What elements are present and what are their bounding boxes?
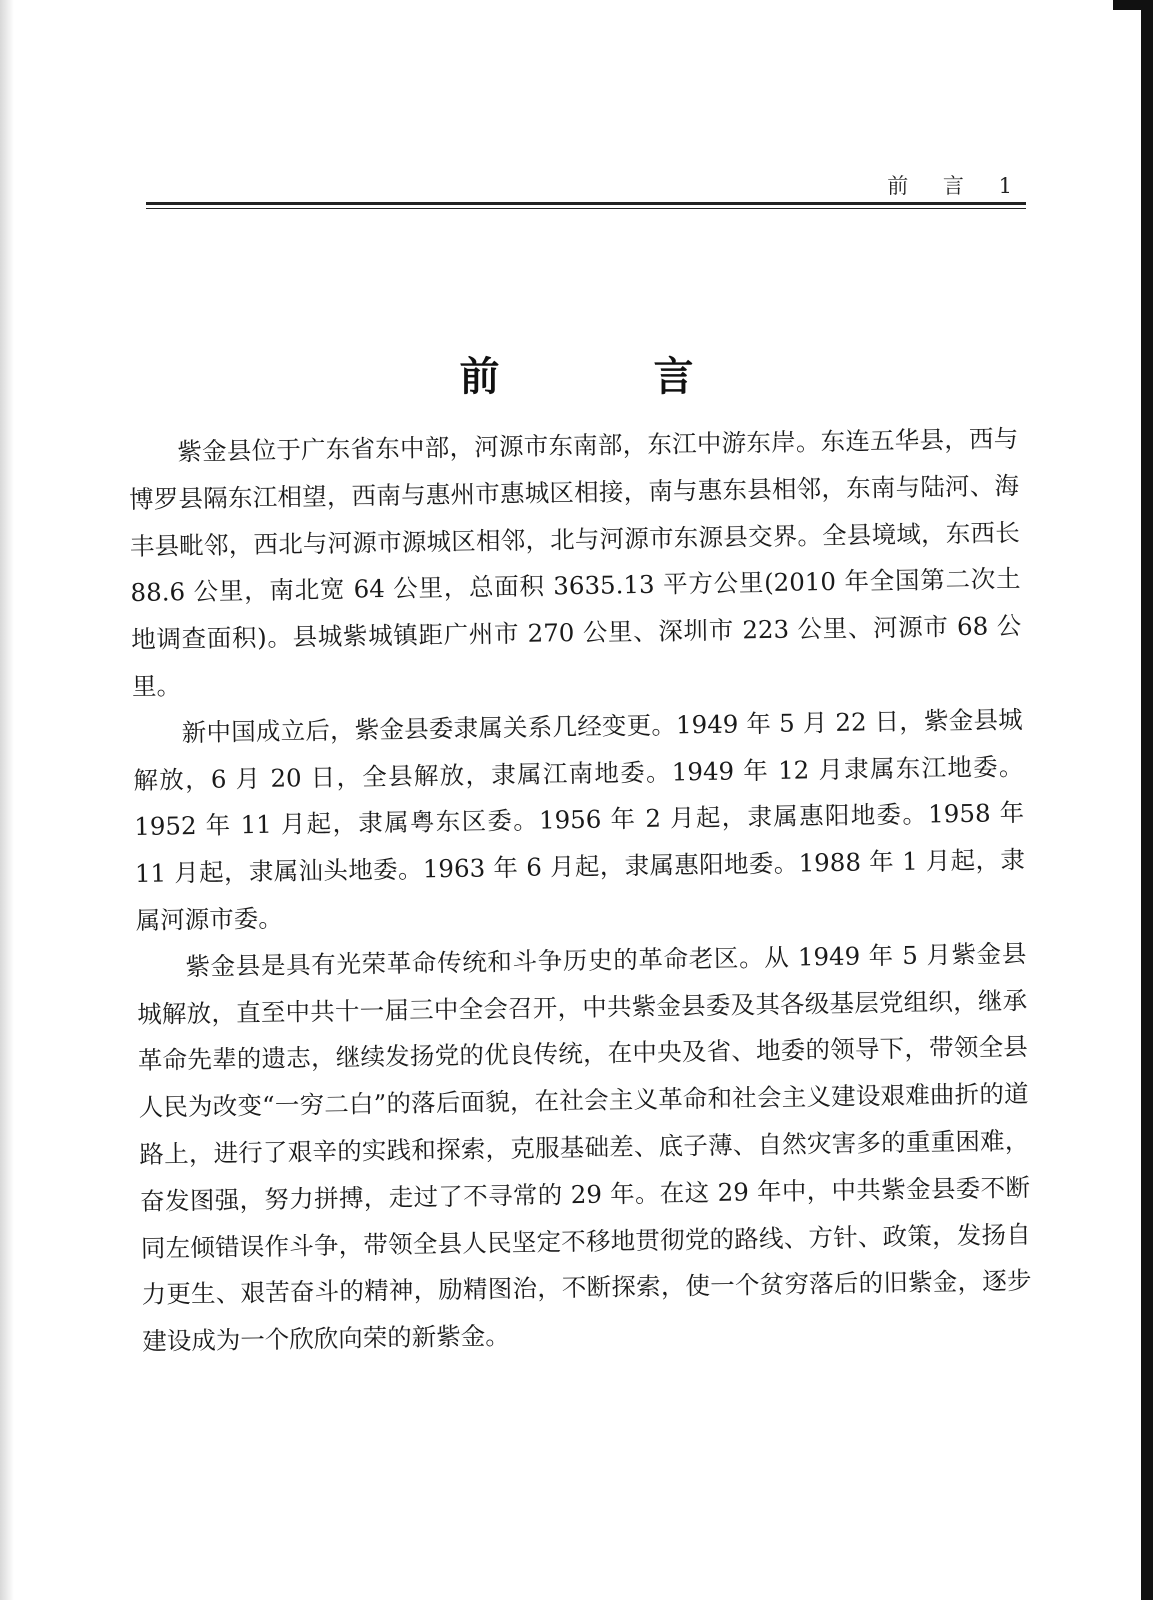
paragraph-affiliation: 新中国成立后，紫金县委隶属关系几经变更。1949 年 5 月 22 日，紫金县城解放，6 月 20 日，全县解放，隶属江南地委。1949 年 12 月隶属东江地委。1952 年 11 月起，隶属粤东区委。1956 年 2 月起，隶属惠阳地委。1958 年 11 月起，隶属汕头地委。1963 年 6 月起，隶属惠阳地委。1988 年 1 月起，隶属河源市委。 xyxy=(133,704,1026,935)
scan-edge-left xyxy=(0,0,14,1600)
page-title: 前 言 xyxy=(459,352,764,400)
paragraph-location: 紫金县位于广东省东中部，河源市东南部，东江中游东岸。东连五华县，西与博罗县隔东江相望，西南与惠州市惠城区相接，南与惠东县相邻，东南与陆河、海丰县毗邻，西北与河源市源城区相邻，北与河源市东源县交界。全县境域，东西长 88.6 公里，南北宽 64 公里，总面积 3635.13 平方公里(2010 年全国第二次土地调查面积)。县城紫城镇距广州市 270 公里、深圳市 223 公里、河源市 68 公里。 xyxy=(128,424,1022,701)
scan-corner-mark xyxy=(1113,0,1153,10)
running-head-title: 前 言 xyxy=(887,174,978,198)
running-head-label xyxy=(887,170,1026,200)
page-number: 1 xyxy=(998,174,1026,198)
header-rule-thick xyxy=(146,202,1026,205)
paragraph-history: 紫金县是具有光荣革命传统和斗争历史的革命老区。从 1949 年 5 月紫金县城解放，直至中共十一届三中全会召开，中共紫金县委及其各级基层党组织，继承革命先辈的遗志，继续发扬党的优良传统，在中央及省、地委的领导下，带领全县人民为改变“一穷二白”的落后面貌，在社会主义革命和社会主义建设艰难曲折的道路上，进行了艰辛的实践和探索，克服基础差、底子薄、自然灾害多的重重困难，奋发图强，努力拼搏，走过了不寻常的 29 年。在这 29 年中，中共紫金县委不断同左倾错误作斗争，带领全县人民坚定不移地贯彻党的路线、方针、政策，发扬自力更生、艰苦奋斗的精神，励精图治，不断探索，使一个贫穷落后的旧紫金，逐步建设成为一个欣欣向荣的新紫金。 xyxy=(136,938,1032,1357)
running-head xyxy=(146,170,1026,210)
header-rule-thin xyxy=(146,208,1026,209)
body-text xyxy=(128,416,1033,1366)
scan-edge-right xyxy=(1141,0,1153,1600)
